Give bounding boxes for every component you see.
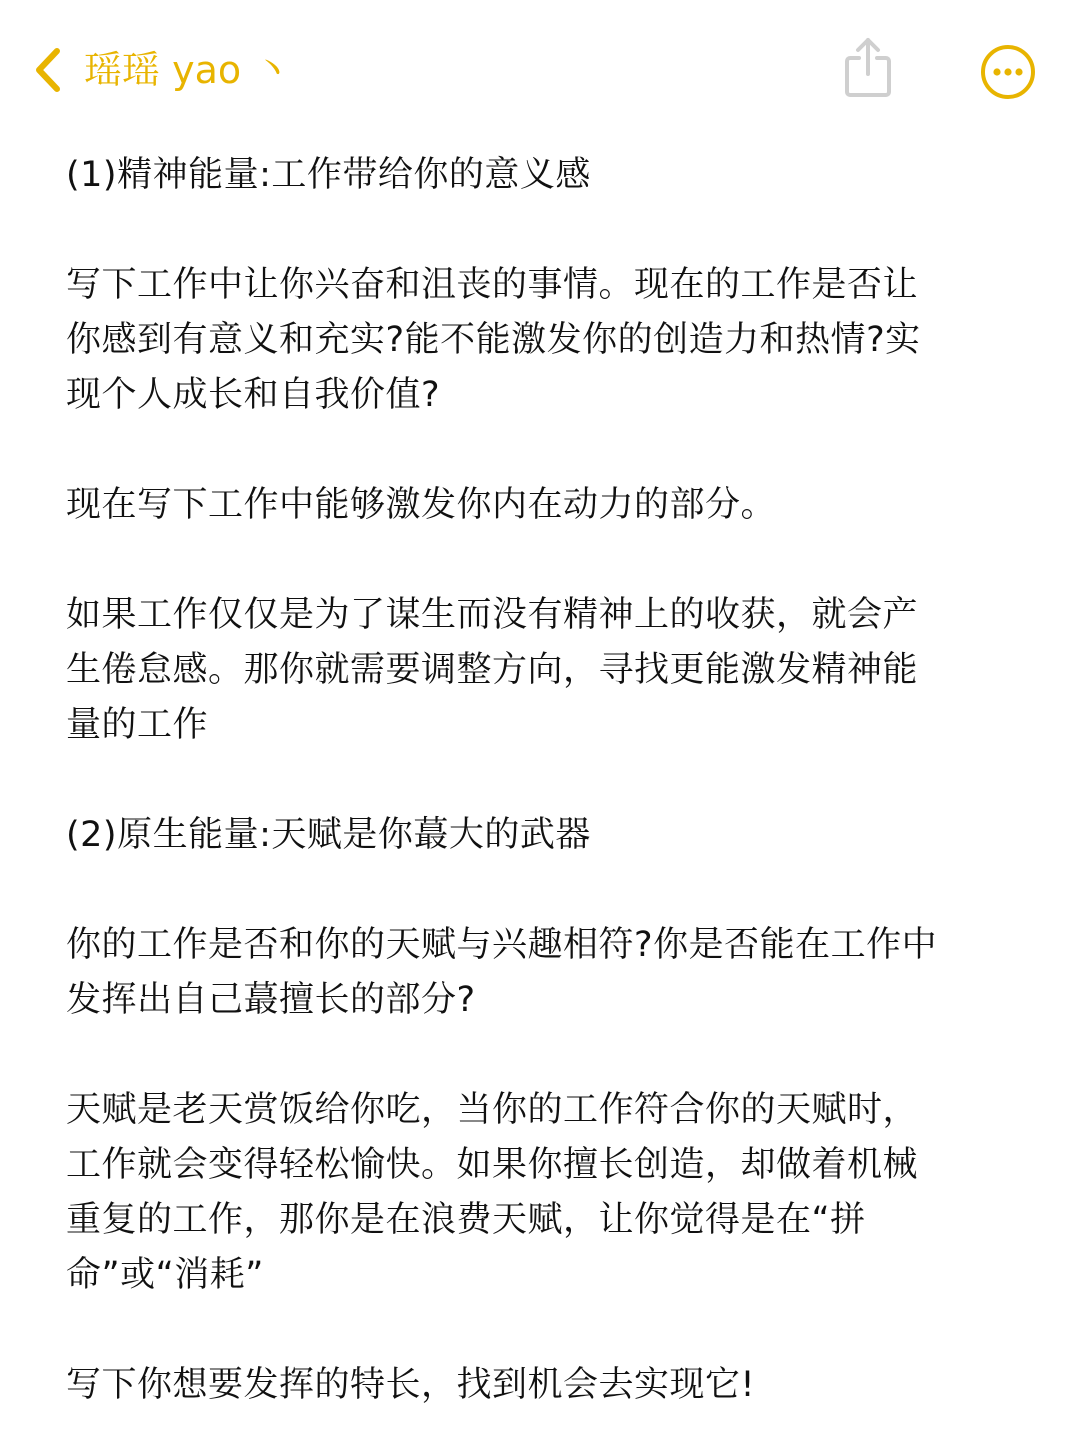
paragraph: 如果工作仅仅是为了谋生而没有精神上的收获，就会产 生倦怠感。那你就需要调整方向，寻找更能激发精神能 量的工作 [66, 595, 919, 745]
note-title: 瑶瑶 yao 丶 [84, 48, 292, 92]
paragraph: 现在写下工作中能够激发你内在动力的部分。 [66, 485, 777, 525]
paragraph: 写下你想要发挥的特长，找到机会去实现它! [66, 1365, 756, 1405]
section-heading-2: (2)原生能量:天赋是你蕞大的武器 [66, 815, 591, 855]
note-body [66, 148, 1026, 1413]
share-button[interactable] [838, 34, 898, 100]
paragraph: 天赋是老天赏饭给你吃，当你的工作符合你的天赋时， 工作就会变得轻松愉快。如果你擅长创造，却做着机械 重复的工作，那你是在浪费天赋，让你觉得是在“拼 命”或“消耗” [66, 1090, 919, 1295]
paragraph: 写下工作中让你兴奋和沮丧的事情。现在的工作是否让 你感到有意义和充实?能不能激发你的创造力和热情?实 现个人成长和自我价值? [66, 265, 921, 415]
paragraph: 你的工作是否和你的天赋与兴趣相符?你是否能在工作中 发挥出自己蕞擅长的部分? [66, 925, 938, 1020]
more-horizontal-icon [979, 43, 1037, 101]
chevron-left-icon [31, 45, 65, 95]
more-button[interactable] [978, 42, 1038, 102]
top-bar [0, 0, 1080, 140]
back-button[interactable] [28, 40, 68, 100]
share-icon [842, 34, 894, 100]
section-heading-1: (1)精神能量:工作带给你的意义感 [66, 155, 591, 195]
